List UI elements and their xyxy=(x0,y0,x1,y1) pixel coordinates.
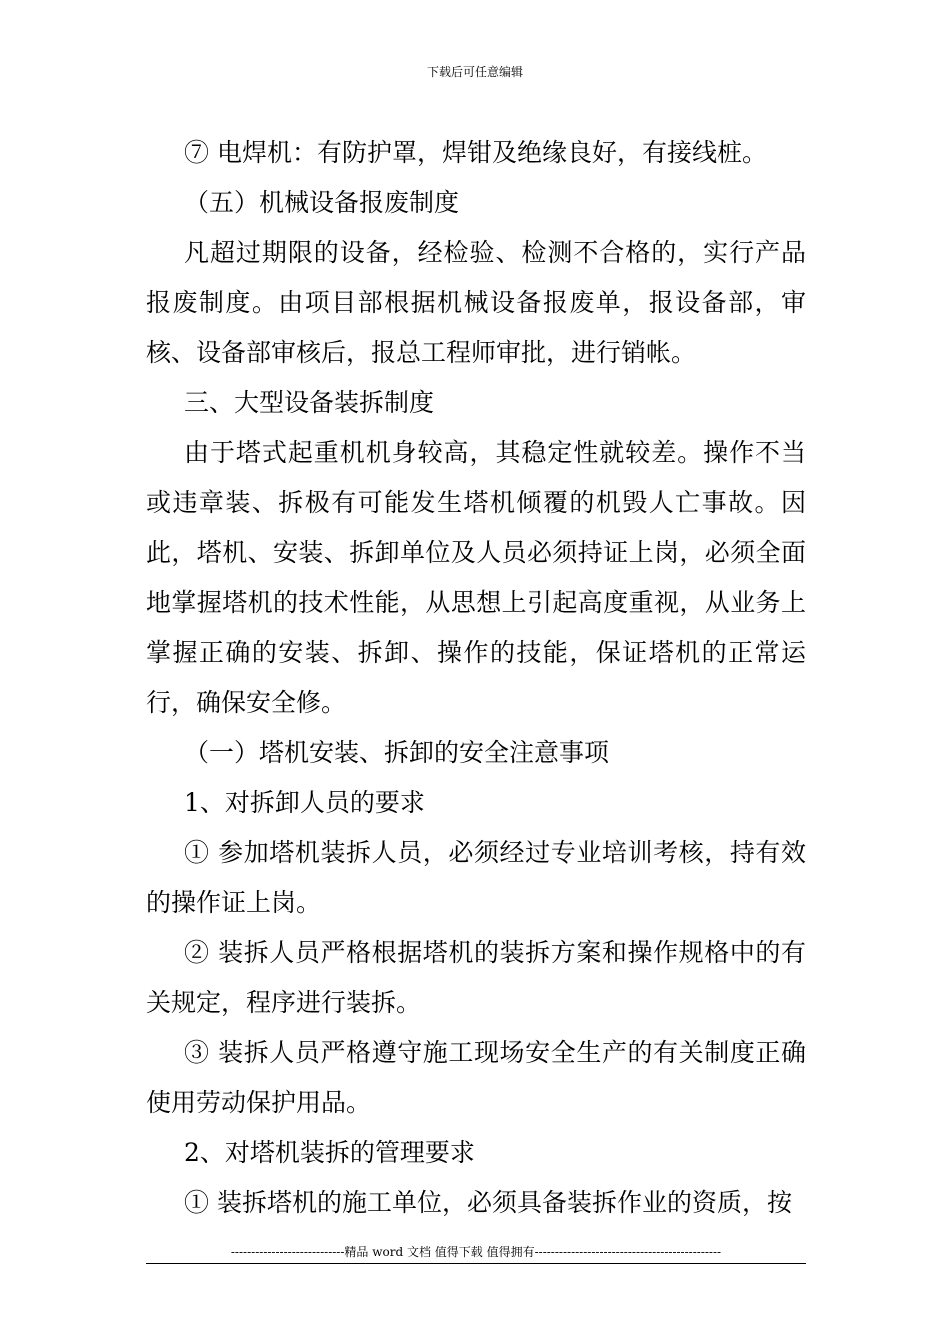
paragraph-1: ⑦ 电焊机：有防护罩，焊钳及绝缘良好，有接线桩。 xyxy=(184,138,767,167)
page-header: 下载后可任意编辑 xyxy=(426,65,523,79)
document-body xyxy=(146,128,806,1228)
paragraph-11: 2、对塔机装拆的管理要求 xyxy=(184,1138,475,1167)
paragraph-5: 由于塔式起重机机身较高，其稳定性就较差。操作不当或违章装、拆极有可能发生塔机倾覆的机毁人亡事故。因此，塔机、安装、拆卸单位及人员必须持证上岗，必须全面地掌握塔机的技术性能，从思想上引起高度重视，从业务上掌握正确的安装、拆卸、操作的技能，保证塔机的正常运行，确保安全修。 xyxy=(146,438,806,717)
page-footer: ----------------------------精品 word 文档 值得下载 值得拥有---------------------------------------------- xyxy=(230,1245,722,1259)
paragraph-3: 凡超过期限的设备，经检验、检测不合格的，实行产品报废制度。由项目部根据机械设备报废单，报设备部，审核、设备部审核后，报总工程师审批，进行销帐。 xyxy=(146,238,806,367)
paragraph-10: ③ 装拆人员严格遵守施工现场安全生产的有关制度正确使用劳动保护用品。 xyxy=(146,1038,806,1117)
paragraph-9: ② 装拆人员严格根据塔机的装拆方案和操作规格中的有关规定，程序进行装拆。 xyxy=(146,938,806,1017)
paragraph-7: 1、对拆卸人员的要求 xyxy=(184,788,425,817)
paragraph-12: ① 装拆塔机的施工单位，必须具备装拆作业的资质，按 xyxy=(184,1188,792,1217)
paragraph-4: 三、大型设备装拆制度 xyxy=(184,388,435,417)
paragraph-8: ① 参加塔机装拆人员，必须经过专业培训考核，持有效的操作证上岗。 xyxy=(146,838,806,917)
paragraph-2: （五）机械设备报废制度 xyxy=(184,188,460,217)
paragraph-6: （一）塔机安装、拆卸的安全注意事项 xyxy=(184,738,610,767)
footer-divider xyxy=(146,1263,806,1264)
